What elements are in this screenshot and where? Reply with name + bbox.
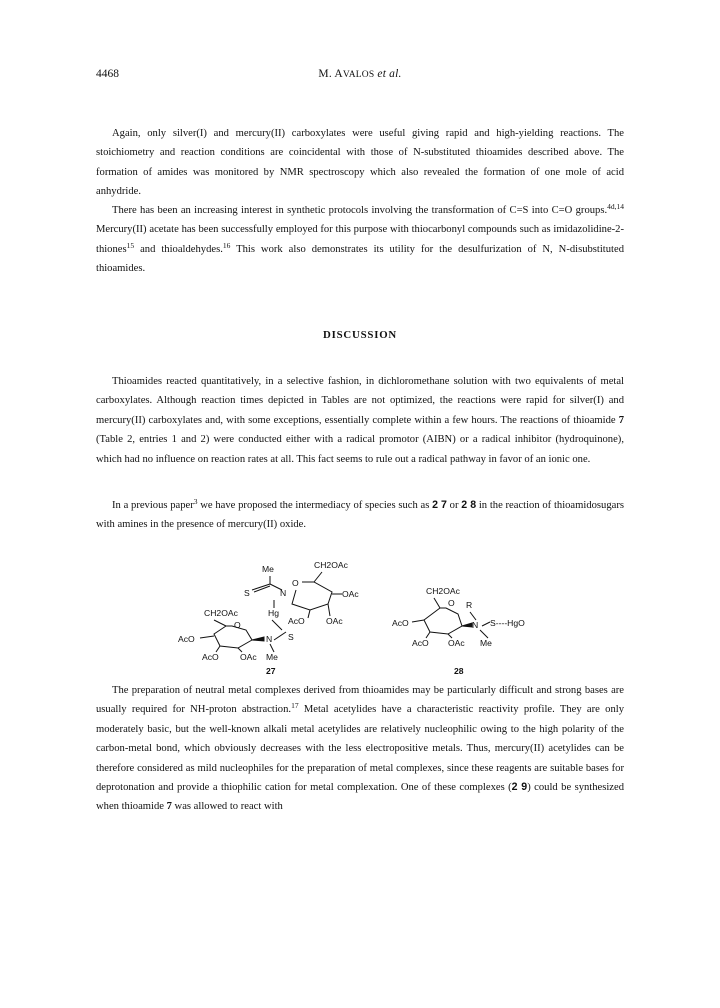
paragraph-5 [96,681,624,817]
p5-text-c: ) could be synthesized when thioamide [96,782,625,813]
sulfur-mercury-oxide-label: S----HgO [490,618,525,628]
nitrogen-label: N [280,588,287,598]
ch2oac-label: CH2OAc [204,608,238,618]
ring-oxygen: O [234,620,241,630]
paragraph-2-text [96,201,624,279]
sulfur-label: S [288,632,294,642]
reference-15[interactable]: 15 [126,240,135,250]
paragraph-1-text: Again, only silver(I) and mercury(II) carboxylates were useful giving rapid and high-yielding reactions. The stoichiometry and reaction conditions are coincidental with those of N-substituted thioamides described above. The formation of amides was monitored by NMR spectroscopy which also revealed the formation of one mole of acid anhydride. [96,128,624,198]
nitrogen-label: N [266,634,273,644]
acetoxy-label: AcO [288,616,305,626]
bond [272,620,282,630]
ch2oac-label: CH2OAc [426,586,460,596]
bond [214,620,226,626]
wedge-bond [462,623,472,627]
compound-label-28: 28 [454,666,464,676]
author-etal: et al. [377,68,402,80]
acetate-label: OAc [326,616,343,626]
reference-16[interactable]: 16 [222,240,231,250]
structure-27 [178,560,359,676]
paragraph-4 [96,496,624,535]
p2-text-a: There has been an increasing interest in synthetic protocols involving the transformation of C=S into C=O groups. [112,205,608,216]
acetate-label: OAc [448,638,465,648]
acetoxy-label: AcO [392,618,409,628]
reference-4d-14[interactable]: 4d,14 [607,202,624,211]
paragraph-4-text [96,496,624,535]
ch2oac-label: CH2OAc [314,560,348,570]
author-surname: VALOS [342,70,375,80]
paragraph-5-text [96,681,624,817]
bond [412,620,424,622]
p2-text-c: and thioaldehydes. [134,243,223,255]
p4-text-c: or [446,500,462,511]
bond [308,610,310,618]
nitrogen-label: N [472,620,479,630]
bond [434,598,440,608]
bond [314,572,322,582]
paragraph-3-text [96,372,624,469]
substituent-r: R [466,600,473,610]
sulfur-label: S [244,588,250,598]
compound-number: 7 [618,414,624,426]
ring-oxygen: O [448,598,455,608]
chemical-structures [96,560,624,676]
bond [270,644,274,652]
page-number: 4468 [96,68,119,80]
p4-text-b: we have proposed the intermediacy of species such as [197,500,433,511]
ring-oxygen: O [292,578,299,588]
p4-text-d: in the reaction of thioamidosugars with amines in the presence of mercury(II) oxide. [96,500,624,531]
p5-text-d: was allowed to react with [171,801,283,813]
compound-number: 2 8 [461,499,477,511]
author-initial: M. A [318,68,343,80]
methyl-label: Me [266,652,278,662]
paragraph-1 [96,124,624,202]
acetoxy-label: AcO [412,638,429,648]
mercury-label: Hg [268,608,279,618]
paragraph-3 [96,372,624,469]
reference-17[interactable]: 17 [291,701,299,711]
compound-number: 2 7 [432,499,447,511]
compound-number: 2 9 [511,781,528,794]
paragraph-2 [96,201,624,279]
p4-text-a: In a previous paper [112,500,194,511]
acetate-label: OAc [240,652,257,662]
running-header [96,68,624,84]
p5-text-b: Metal acetylides have a characteristic reactivity profile. They are only moderately basic, but the well-known alkali metal acetylides are relatively nucleophilic owing to the high polarity of the carbon-metal bond, which obviously decreases with the less electropositive metals. Thus, mercury(II) acetylides can be therefore considered as mild nucleophiles for the preparation of metal complexes, since these reagents are suitable bases for deprotonation and provide a thiophilic cation for metal complexation. One of these complexes ( [96,704,624,794]
bond [480,630,488,638]
bond [328,604,330,616]
running-author [96,68,624,80]
structure-28 [392,586,525,676]
p5-text-a: The preparation of neutral metal complexes derived from thioamides may be particularly difficult and strong bases are usually required for NH-proton abstraction. [96,685,624,716]
p3-text-b: (Table 2, entries 1 and 2) were conducted either with a radical promotor (AIBN) or a radical inhibitor (hydroquinone), which had no influence on reaction rates at all. This fact seems to rule out a radical pathway in favor of an ionic one. [96,434,624,465]
p3-text-a: Thioamides reacted quantitatively, in a selective fashion, in dichloromethane solution with two equivalents of metal carboxylates. Although reaction times depicted in Tables are not optimized, the reactions were rapid for silver(I) and mercury(II) carboxylates and, with some exceptions, essentially complete within a few hours. The reactions of thioamide [96,376,624,426]
p2-text-b: Mercury(II) acetate has been successfully employed for this purpose with thiocarbonyl compounds such as imidazolidine-2-thiones [96,224,624,255]
section-heading: DISCUSSION [322,329,397,341]
acetate-label: OAc [342,589,359,599]
methyl-label: Me [480,638,492,648]
bond [482,622,490,626]
methyl-label: Me [262,564,274,574]
pyranose-ring [424,608,462,634]
p2-text-d: This work also demonstrates its utility for the desulfurization of N, N-disubstituted thioamides. [96,243,624,275]
compound-label-27: 27 [266,666,276,676]
reference-3[interactable]: 3 [193,497,198,506]
wedge-bond [252,637,264,641]
bond [470,612,476,620]
bond [200,636,214,638]
acetoxy-label: AcO [178,634,195,644]
pyranose-ring [214,626,252,648]
compound-number: 7 [166,801,172,813]
bond [274,632,286,640]
acetoxy-label: AcO [202,652,219,662]
